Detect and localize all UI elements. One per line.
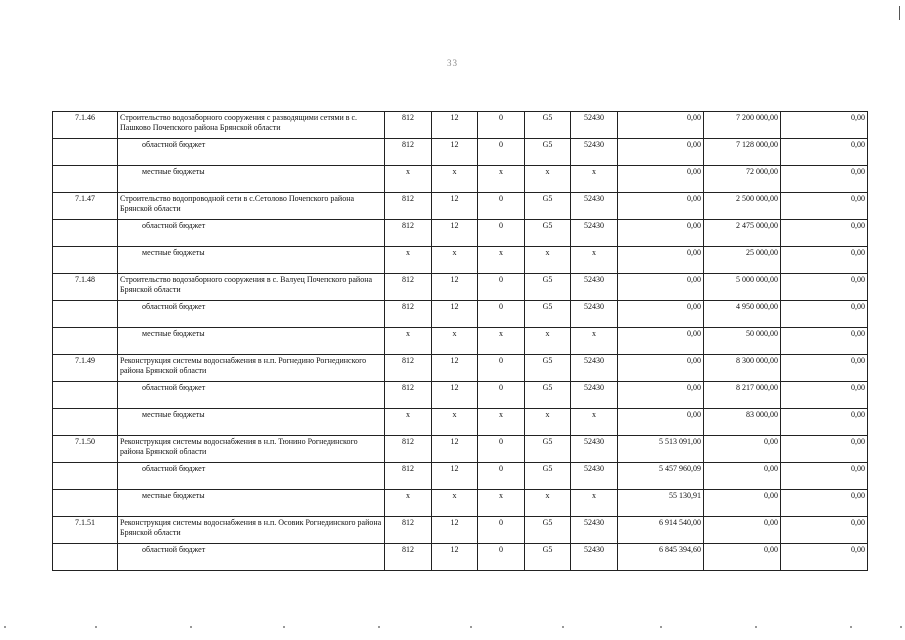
code-program-cell: 0	[478, 544, 525, 571]
scan-edge-mark	[899, 6, 900, 20]
code-subprogram-cell: G5	[525, 301, 571, 328]
amount-year-3-cell: 0,00	[781, 382, 868, 409]
scan-noise	[0, 626, 905, 630]
code-ministry-cell: x	[385, 409, 432, 436]
code-section-cell: 12	[432, 193, 478, 220]
code-subprogram-cell: x	[525, 490, 571, 517]
code-subprogram-cell: G5	[525, 274, 571, 301]
amount-year-3-cell: 0,00	[781, 247, 868, 274]
amount-year-2-cell: 2 500 000,00	[704, 193, 781, 220]
amount-year-3-cell: 0,00	[781, 409, 868, 436]
table-row	[53, 517, 868, 544]
amount-year-2-cell: 2 475 000,00	[704, 220, 781, 247]
code-program-cell: 0	[478, 436, 525, 463]
table-row	[53, 490, 868, 517]
row-number-cell	[53, 463, 118, 490]
amount-year-2-cell: 0,00	[704, 517, 781, 544]
code-direction-cell: x	[571, 409, 618, 436]
row-name-cell: областной бюджет	[118, 463, 385, 490]
code-section-cell: x	[432, 247, 478, 274]
row-name-cell: областной бюджет	[118, 139, 385, 166]
code-program-cell: 0	[478, 274, 525, 301]
amount-year-2-cell: 25 000,00	[704, 247, 781, 274]
scan-speck	[95, 626, 97, 628]
table-row	[53, 193, 868, 220]
amount-year-2-cell: 50 000,00	[704, 328, 781, 355]
code-program-cell: 0	[478, 517, 525, 544]
code-section-cell: 12	[432, 463, 478, 490]
code-program-cell: 0	[478, 355, 525, 382]
scan-speck	[900, 626, 902, 628]
code-section-cell: 12	[432, 220, 478, 247]
scan-speck	[470, 626, 472, 628]
code-program-cell: 0	[478, 193, 525, 220]
amount-year-1-cell: 0,00	[618, 274, 704, 301]
code-direction-cell: 52430	[571, 544, 618, 571]
row-name-cell: областной бюджет	[118, 220, 385, 247]
amount-year-1-cell: 0,00	[618, 193, 704, 220]
code-section-cell: x	[432, 490, 478, 517]
amount-year-1-cell: 0,00	[618, 247, 704, 274]
row-number-cell: 7.1.50	[53, 436, 118, 463]
row-name-cell: местные бюджеты	[118, 409, 385, 436]
code-section-cell: 12	[432, 139, 478, 166]
table-row	[53, 274, 868, 301]
code-subprogram-cell: x	[525, 166, 571, 193]
code-direction-cell: x	[571, 490, 618, 517]
amount-year-1-cell: 0,00	[618, 166, 704, 193]
table-row	[53, 139, 868, 166]
code-subprogram-cell: G5	[525, 382, 571, 409]
row-name-cell: местные бюджеты	[118, 328, 385, 355]
amount-year-3-cell: 0,00	[781, 328, 868, 355]
amount-year-1-cell: 6 845 394,60	[618, 544, 704, 571]
code-program-cell: 0	[478, 220, 525, 247]
code-section-cell: x	[432, 166, 478, 193]
row-number-cell: 7.1.47	[53, 193, 118, 220]
code-subprogram-cell: G5	[525, 139, 571, 166]
amount-year-2-cell: 72 000,00	[704, 166, 781, 193]
code-ministry-cell: 812	[385, 220, 432, 247]
scan-speck	[378, 626, 380, 628]
amount-year-2-cell: 83 000,00	[704, 409, 781, 436]
table-row	[53, 463, 868, 490]
code-ministry-cell: x	[385, 490, 432, 517]
row-number-cell	[53, 409, 118, 436]
table-row	[53, 544, 868, 571]
amount-year-1-cell: 0,00	[618, 112, 704, 139]
table-row	[53, 112, 868, 139]
code-ministry-cell: 812	[385, 544, 432, 571]
amount-year-3-cell: 0,00	[781, 463, 868, 490]
code-program-cell: 0	[478, 463, 525, 490]
scan-speck	[283, 626, 285, 628]
amount-year-1-cell: 0,00	[618, 301, 704, 328]
amount-year-3-cell: 0,00	[781, 274, 868, 301]
amount-year-3-cell: 0,00	[781, 490, 868, 517]
row-name-cell: местные бюджеты	[118, 490, 385, 517]
code-program-cell: x	[478, 166, 525, 193]
row-number-cell: 7.1.48	[53, 274, 118, 301]
code-ministry-cell: 812	[385, 382, 432, 409]
amount-year-3-cell: 0,00	[781, 355, 868, 382]
code-subprogram-cell: G5	[525, 355, 571, 382]
table-row	[53, 301, 868, 328]
code-direction-cell: 52430	[571, 220, 618, 247]
code-section-cell: 12	[432, 436, 478, 463]
code-direction-cell: x	[571, 328, 618, 355]
amount-year-1-cell: 0,00	[618, 328, 704, 355]
code-direction-cell: 52430	[571, 301, 618, 328]
code-direction-cell: x	[571, 247, 618, 274]
code-section-cell: 12	[432, 112, 478, 139]
amount-year-1-cell: 5 513 091,00	[618, 436, 704, 463]
code-subprogram-cell: G5	[525, 436, 571, 463]
amount-year-3-cell: 0,00	[781, 166, 868, 193]
row-number-cell: 7.1.46	[53, 112, 118, 139]
amount-year-3-cell: 0,00	[781, 436, 868, 463]
code-program-cell: 0	[478, 139, 525, 166]
amount-year-2-cell: 7 200 000,00	[704, 112, 781, 139]
amount-year-3-cell: 0,00	[781, 220, 868, 247]
table-row	[53, 382, 868, 409]
amount-year-1-cell: 0,00	[618, 220, 704, 247]
scan-speck	[4, 626, 6, 628]
amount-year-1-cell: 0,00	[618, 355, 704, 382]
row-number-cell	[53, 220, 118, 247]
code-subprogram-cell: G5	[525, 112, 571, 139]
row-name-cell: Строительство водозаборного сооружения в с. Валуец Почепского района Брянской области	[118, 274, 385, 301]
row-number-cell	[53, 328, 118, 355]
code-program-cell: x	[478, 247, 525, 274]
row-name-cell: Реконструкция системы водоснабжения в н.п. Рогнедино Рогнединского района Брянской области	[118, 355, 385, 382]
code-ministry-cell: 812	[385, 112, 432, 139]
code-direction-cell: 52430	[571, 193, 618, 220]
code-direction-cell: 52430	[571, 274, 618, 301]
amount-year-1-cell: 0,00	[618, 409, 704, 436]
code-ministry-cell: 812	[385, 301, 432, 328]
code-ministry-cell: 812	[385, 517, 432, 544]
amount-year-2-cell: 0,00	[704, 463, 781, 490]
amount-year-1-cell: 5 457 960,09	[618, 463, 704, 490]
amount-year-3-cell: 0,00	[781, 517, 868, 544]
scan-speck	[562, 626, 564, 628]
row-number-cell	[53, 544, 118, 571]
code-ministry-cell: x	[385, 247, 432, 274]
code-program-cell: 0	[478, 112, 525, 139]
row-name-cell: Реконструкция системы водоснабжения в н.п. Тюнино Рогнединского района Брянской области	[118, 436, 385, 463]
code-ministry-cell: x	[385, 328, 432, 355]
row-name-cell: Строительство водозаборного сооружения с разводящими сетями в с. Пашково Почепского района Брянской области	[118, 112, 385, 139]
row-name-cell: Строительство водопроводной сети в с.Сетолово Почепского района Брянской области	[118, 193, 385, 220]
table-row	[53, 247, 868, 274]
code-direction-cell: 52430	[571, 382, 618, 409]
row-number-cell	[53, 166, 118, 193]
code-direction-cell: 52430	[571, 355, 618, 382]
amount-year-2-cell: 0,00	[704, 544, 781, 571]
row-number-cell	[53, 139, 118, 166]
scan-speck	[660, 626, 662, 628]
row-number-cell	[53, 301, 118, 328]
code-direction-cell: x	[571, 166, 618, 193]
table-row	[53, 166, 868, 193]
code-subprogram-cell: x	[525, 328, 571, 355]
table-row	[53, 220, 868, 247]
budget-table	[52, 111, 868, 571]
code-ministry-cell: 812	[385, 436, 432, 463]
code-section-cell: 12	[432, 274, 478, 301]
amount-year-1-cell: 0,00	[618, 382, 704, 409]
amount-year-2-cell: 8 217 000,00	[704, 382, 781, 409]
amount-year-3-cell: 0,00	[781, 139, 868, 166]
code-ministry-cell: 812	[385, 355, 432, 382]
amount-year-3-cell: 0,00	[781, 112, 868, 139]
code-section-cell: 12	[432, 355, 478, 382]
code-program-cell: x	[478, 409, 525, 436]
scan-speck	[850, 626, 852, 628]
row-name-cell: местные бюджеты	[118, 247, 385, 274]
code-ministry-cell: 812	[385, 463, 432, 490]
row-number-cell: 7.1.49	[53, 355, 118, 382]
table-body	[53, 112, 868, 571]
code-section-cell: 12	[432, 301, 478, 328]
row-name-cell: областной бюджет	[118, 382, 385, 409]
amount-year-2-cell: 7 128 000,00	[704, 139, 781, 166]
scan-speck	[755, 626, 757, 628]
amount-year-2-cell: 0,00	[704, 490, 781, 517]
code-direction-cell: 52430	[571, 436, 618, 463]
row-name-cell: областной бюджет	[118, 544, 385, 571]
row-number-cell	[53, 490, 118, 517]
page-number: 33	[447, 58, 458, 68]
code-section-cell: 12	[432, 544, 478, 571]
amount-year-2-cell: 4 950 000,00	[704, 301, 781, 328]
amount-year-3-cell: 0,00	[781, 301, 868, 328]
code-direction-cell: 52430	[571, 463, 618, 490]
code-section-cell: 12	[432, 517, 478, 544]
code-section-cell: x	[432, 328, 478, 355]
code-direction-cell: 52430	[571, 139, 618, 166]
code-subprogram-cell: x	[525, 409, 571, 436]
code-subprogram-cell: x	[525, 247, 571, 274]
code-ministry-cell: x	[385, 166, 432, 193]
code-section-cell: x	[432, 409, 478, 436]
row-name-cell: областной бюджет	[118, 301, 385, 328]
code-direction-cell: 52430	[571, 517, 618, 544]
code-direction-cell: 52430	[571, 112, 618, 139]
row-number-cell: 7.1.51	[53, 517, 118, 544]
code-subprogram-cell: G5	[525, 517, 571, 544]
row-name-cell: Реконструкция системы водоснабжения в н.п. Осовик Рогнединского района Брянской области	[118, 517, 385, 544]
amount-year-2-cell: 8 300 000,00	[704, 355, 781, 382]
amount-year-3-cell: 0,00	[781, 193, 868, 220]
table-row	[53, 409, 868, 436]
amount-year-1-cell: 0,00	[618, 139, 704, 166]
code-ministry-cell: 812	[385, 193, 432, 220]
amount-year-1-cell: 6 914 540,00	[618, 517, 704, 544]
scan-speck	[190, 626, 192, 628]
code-subprogram-cell: G5	[525, 220, 571, 247]
code-section-cell: 12	[432, 382, 478, 409]
code-program-cell: 0	[478, 301, 525, 328]
row-number-cell	[53, 247, 118, 274]
table-row	[53, 436, 868, 463]
amount-year-1-cell: 55 130,91	[618, 490, 704, 517]
amount-year-3-cell: 0,00	[781, 544, 868, 571]
code-subprogram-cell: G5	[525, 463, 571, 490]
amount-year-2-cell: 5 000 000,00	[704, 274, 781, 301]
code-ministry-cell: 812	[385, 274, 432, 301]
row-number-cell	[53, 382, 118, 409]
code-program-cell: x	[478, 328, 525, 355]
code-program-cell: 0	[478, 382, 525, 409]
table-row	[53, 355, 868, 382]
code-subprogram-cell: G5	[525, 193, 571, 220]
row-name-cell: местные бюджеты	[118, 166, 385, 193]
code-ministry-cell: 812	[385, 139, 432, 166]
code-subprogram-cell: G5	[525, 544, 571, 571]
amount-year-2-cell: 0,00	[704, 436, 781, 463]
code-program-cell: x	[478, 490, 525, 517]
table-row	[53, 328, 868, 355]
